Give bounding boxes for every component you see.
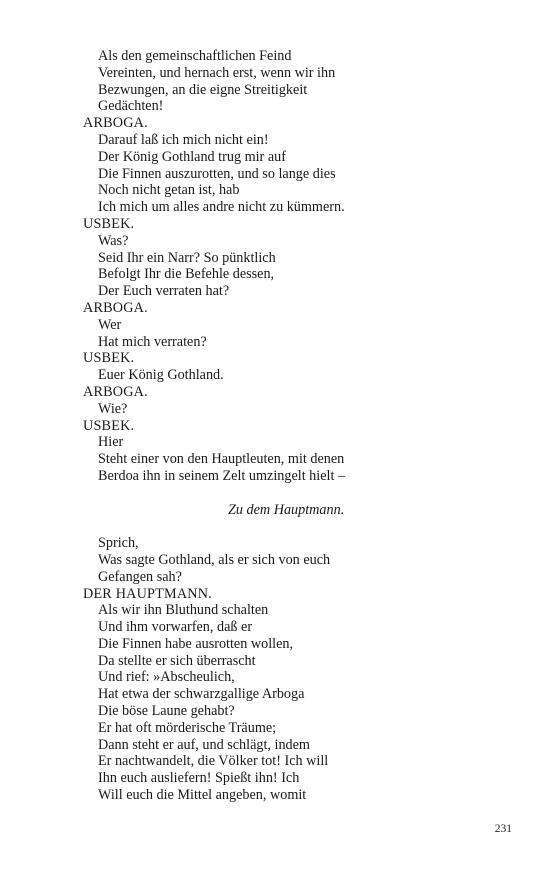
verse-line: Da stellte er sich überrascht bbox=[98, 652, 256, 669]
verse-line: Vereinten, und hernach erst, wenn wir ihn bbox=[98, 64, 336, 81]
verse-line: Hat etwa der schwarzgallige Arboga bbox=[98, 686, 305, 703]
verse-line: Er hat oft mörderische Träume; bbox=[98, 719, 277, 736]
book-page-text bbox=[0, 48, 550, 804]
verse-line: Die Finnen auszurotten, und so lange dies bbox=[98, 165, 336, 182]
verse-line: Wer bbox=[98, 316, 122, 333]
verse-line: Befolgt Ihr die Befehle dessen, bbox=[98, 266, 275, 283]
verse-line: Gedächten! bbox=[98, 98, 164, 115]
verse-line: Ich mich um alles andre nicht zu kümmern. bbox=[98, 199, 345, 216]
speaker-name: ARBOGA. bbox=[83, 383, 148, 400]
verse-line: Der König Gothland trug mir auf bbox=[98, 148, 286, 165]
verse-line: Als den gemeinschaftlichen Feind bbox=[98, 48, 292, 64]
verse-line: Der Euch verraten hat? bbox=[98, 283, 230, 300]
verse-line: Hat mich verraten? bbox=[98, 333, 207, 350]
verse-line: Seid Ihr ein Narr? So pünktlich bbox=[98, 249, 276, 266]
verse-line: Und rief: »Abscheulich, bbox=[98, 669, 235, 686]
stage-direction: Zu dem Hauptmann. bbox=[228, 501, 345, 518]
speaker-name: ARBOGA. bbox=[83, 299, 148, 316]
verse-line: Was sagte Gothland, als er sich von euch bbox=[98, 551, 331, 568]
speaker-name: USBEK. bbox=[83, 215, 135, 232]
speaker-name: DER HAUPTMANN. bbox=[83, 585, 212, 602]
verse-line: Steht einer von den Hauptleuten, mit denen bbox=[98, 451, 345, 468]
verse-line: Berdoa ihn in seinem Zelt umzingelt hielt – bbox=[98, 467, 346, 484]
verse-line: Und ihm vorwarfen, daß er bbox=[98, 619, 253, 636]
verse-line: Euer König Gothland. bbox=[98, 367, 224, 384]
verse-line: Als wir ihn Bluthund schalten bbox=[98, 602, 269, 619]
verse-line: Gefangen sah? bbox=[98, 568, 182, 585]
verse-line: Darauf laß ich mich nicht ein! bbox=[98, 131, 269, 148]
verse-line: Er nachtwandelt, die Völker tot! Ich will bbox=[98, 753, 329, 770]
verse-line: Noch nicht getan ist, hab bbox=[98, 182, 240, 199]
verse-line: Ihn euch ausliefern! Spießt ihn! Ich bbox=[98, 770, 300, 787]
page-number: 231 bbox=[494, 823, 512, 835]
verse-line: Wie? bbox=[98, 400, 128, 417]
verse-line: Sprich, bbox=[98, 535, 139, 552]
speaker-name: USBEK. bbox=[83, 350, 135, 367]
speaker-name: USBEK. bbox=[83, 417, 135, 434]
verse-line: Die Finnen habe ausrotten wollen, bbox=[98, 635, 294, 652]
verse-line: Die böse Laune gehabt? bbox=[98, 703, 235, 720]
verse-line: Was? bbox=[98, 232, 129, 249]
verse-line: Dann steht er auf, und schlägt, indem bbox=[98, 736, 310, 753]
verse-line: Bezwungen, an die eigne Streitigkeit bbox=[98, 81, 308, 98]
verse-line: Hier bbox=[98, 434, 124, 451]
verse-line: Will euch die Mittel angeben, womit bbox=[98, 787, 307, 804]
speaker-name: ARBOGA. bbox=[83, 115, 148, 132]
